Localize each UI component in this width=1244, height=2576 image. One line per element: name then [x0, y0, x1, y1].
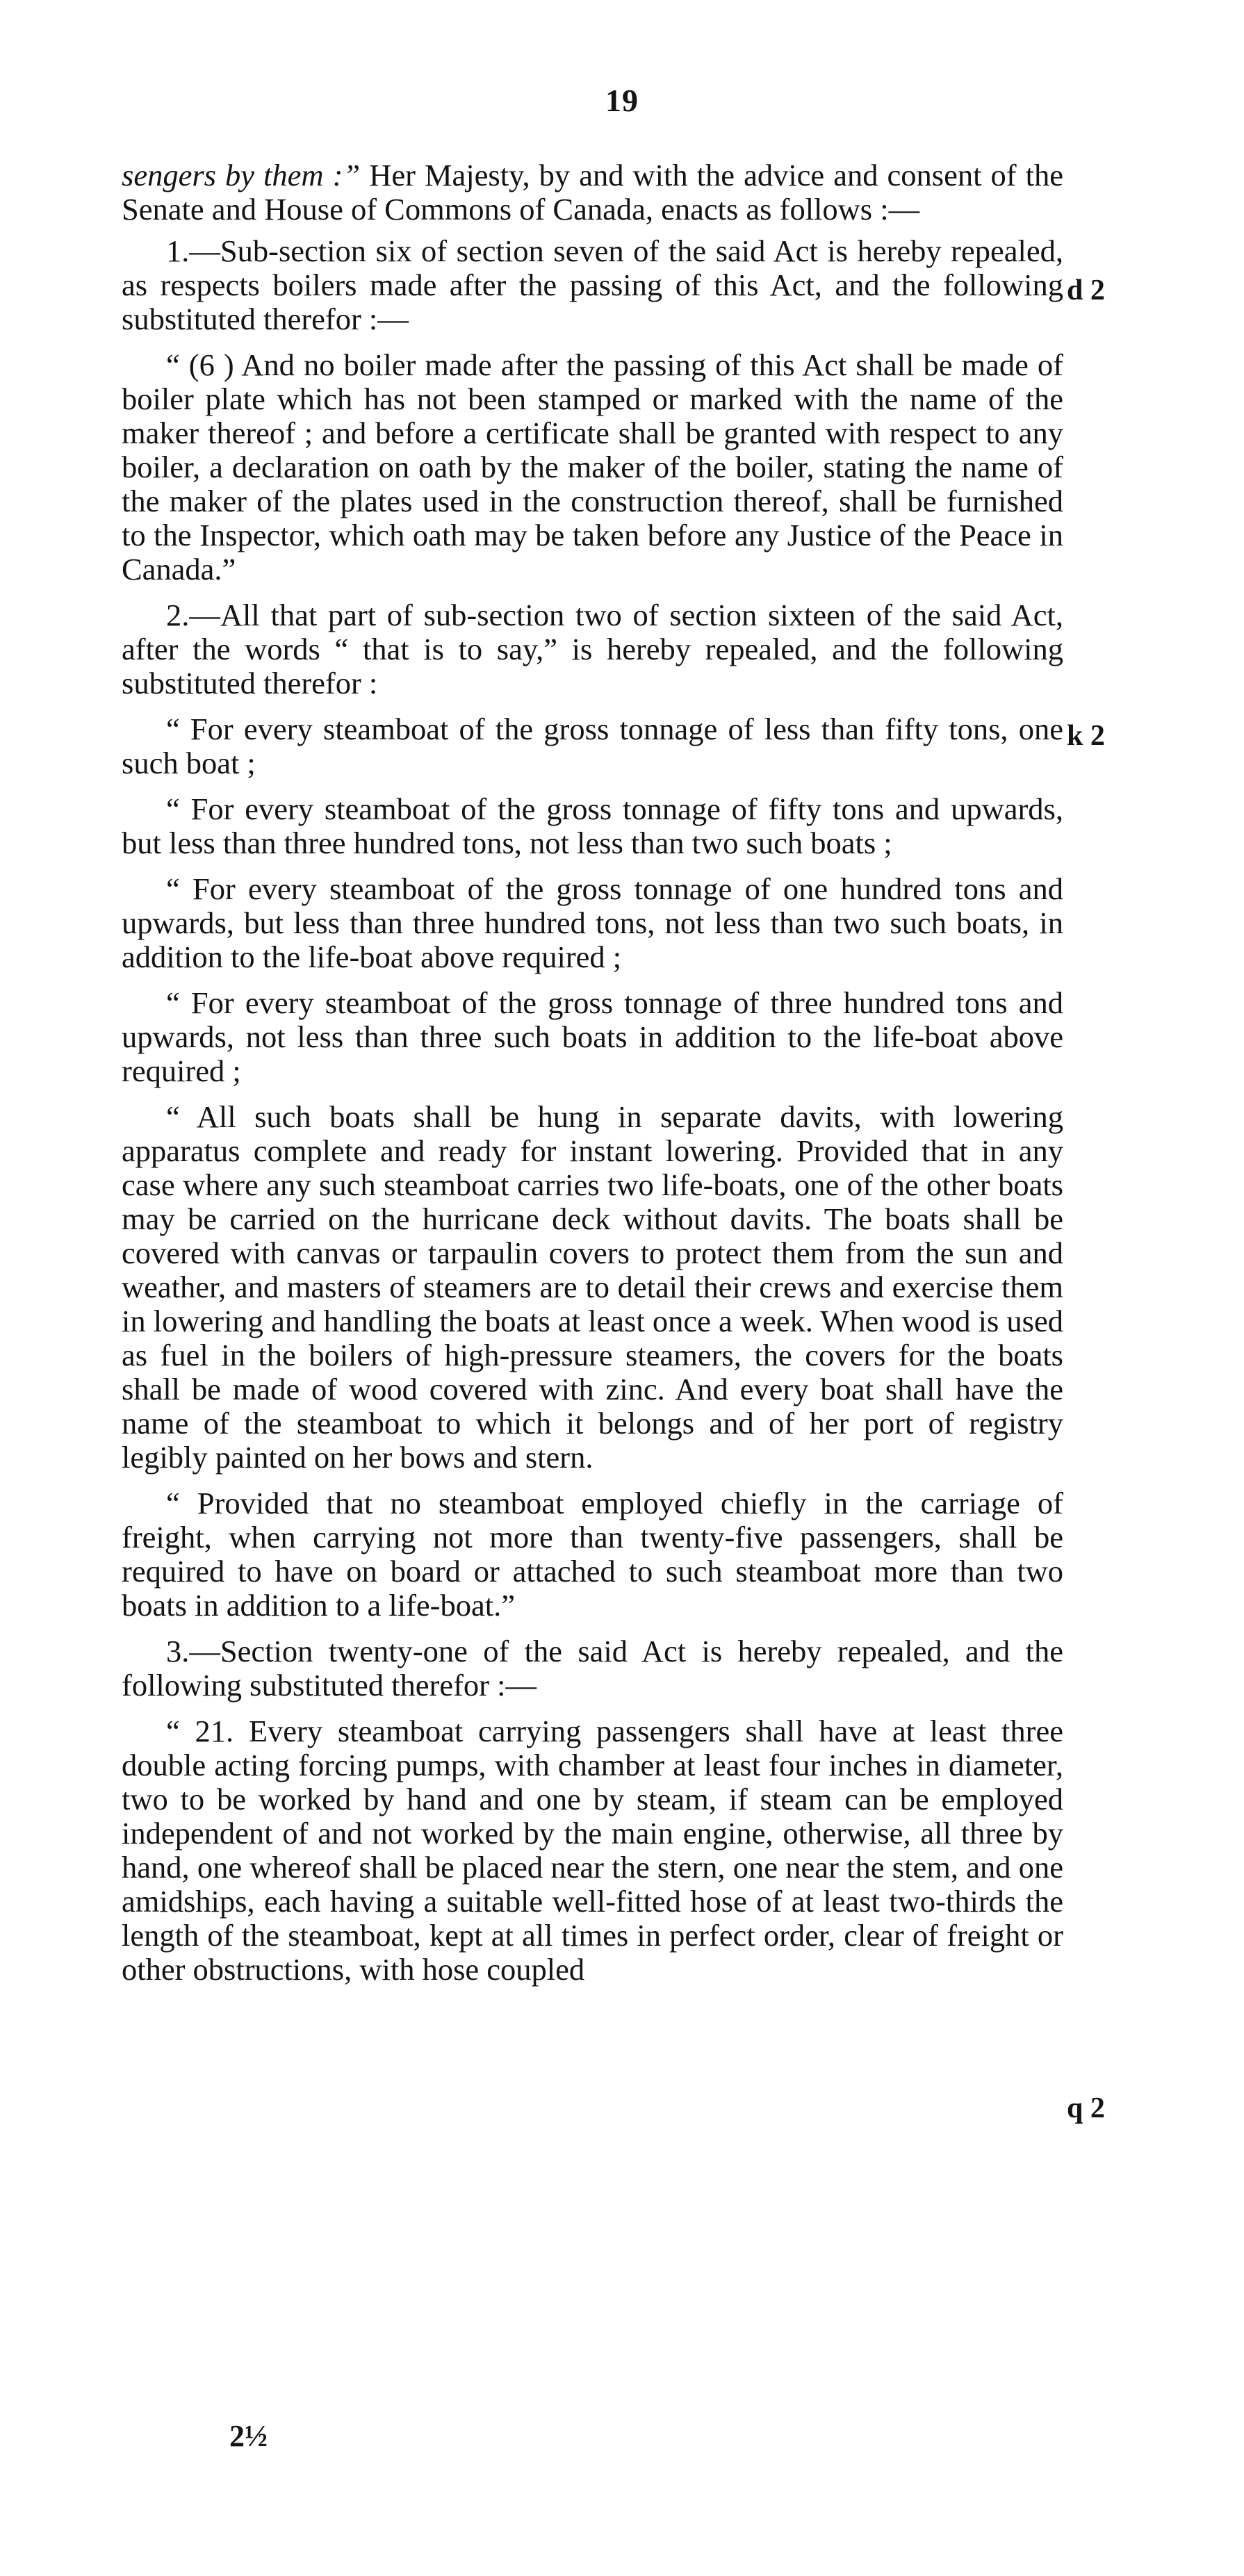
margin-note-q2: q 2 [1067, 2092, 1105, 2124]
paragraph-davits: “ All such boats shall be hung in separate davits, with lowering apparatus complete and ready for instant lowering. Provided that in any case where any such steamboat carries two life-boats, one of the other boats may be carried on the hurricane deck without davits. The boats shall be covered with canvas or tarpaulin covers to protect them from the sun and weather, and masters of steamers are to detail their crews and exercise them in lowering and handling the boats at least once a week. When wood is used as fuel in the boilers of high-pressure steamers, the covers for the boats shall be made of wood covered with zinc. And every boat shall have the name of the steamboat to which it belongs and of her port of registry legibly painted on her bows and stern. [122, 1099, 1063, 1475]
paragraph-one-hundred-tons: “ For every steamboat of the gross tonnage of one hundred tons and upwards, but less than three hundred tons, not less than two such boats, in addition to the life-boat above required ; [122, 871, 1063, 974]
paragraph-subsection-6: “ (6 ) And no boiler made after the passing of this Act shall be made of boiler plate which has not been stamped or marked with the name of the maker thereof ; and before a certificate shall be granted with respect to any boiler, a declaration on oath by the maker of the boiler, stating the name of the maker of the plates used in the construction thereof, shall be furnished to the Inspector, which oath may be taken before any Justice of the Peace in Canada.” [122, 347, 1063, 586]
margin-note-d2: d 2 [1067, 274, 1105, 306]
paragraph-enacting-clause: sengers by them :” Her Majesty, by and with the advice and consent of the Senate and House of Commons of Canada, enacts as follows :— [122, 158, 1063, 227]
italic-lead: sengers by them :” [122, 158, 361, 192]
paragraph-under-fifty-tons: “ For every steamboat of the gross tonnage of less than fifty tons, one such boat ; [122, 712, 1063, 780]
paragraph-section-1: 1.—Sub-section six of section seven of the said Act is hereby repealed, as respects boilers made after the passing of this Act, and the following substituted therefor :— [122, 233, 1063, 336]
paragraph-fifty-tons: “ For every steamboat of the gross tonnage of fifty tons and upwards, but less than three hundred tons, not less than two such boats ; [122, 791, 1063, 860]
paragraph-section-3: 3.—Section twenty-one of the said Act is hereby repealed, and the following substituted therefor :— [122, 1634, 1063, 1703]
paragraph-section-21: “ 21. Every steamboat carrying passengers shall have at least three double acting forcing pumps, with chamber at least four inches in diameter, two to be worked by hand and one by steam, if steam can be employed independent of and not worked by the main engine, otherwise, all three by hand, one whereof shall be placed near the stern, one near the stem, and one amidships, each having a suitable well-fitted hose of at least two-thirds the length of the steamboat, kept at all times in perfect order, clear of freight or other obstructions, with hose coupled [122, 1714, 1063, 1987]
page-number: 19 [605, 83, 639, 118]
paragraph-section-2: 2.—All that part of sub-section two of section sixteen of the said Act, after the words “ that is to say,” is hereby repealed, and the following substituted therefor : [122, 598, 1063, 700]
body-text [122, 158, 1063, 1999]
signature-mark: 2½ [229, 2419, 268, 2453]
margin-note-k2: k 2 [1067, 720, 1105, 752]
paragraph-freight-proviso: “ Provided that no steamboat employed chiefly in the carriage of freight, when carrying not more than twenty-five passengers, shall be required to have on board or attached to such steamboat more than two boats in addition to a life-boat.” [122, 1486, 1063, 1623]
paragraph-three-hundred-tons: “ For every steamboat of the gross tonnage of three hundred tons and upwards, not less than three such boats in addition to the life-boat above required ; [122, 985, 1063, 1088]
